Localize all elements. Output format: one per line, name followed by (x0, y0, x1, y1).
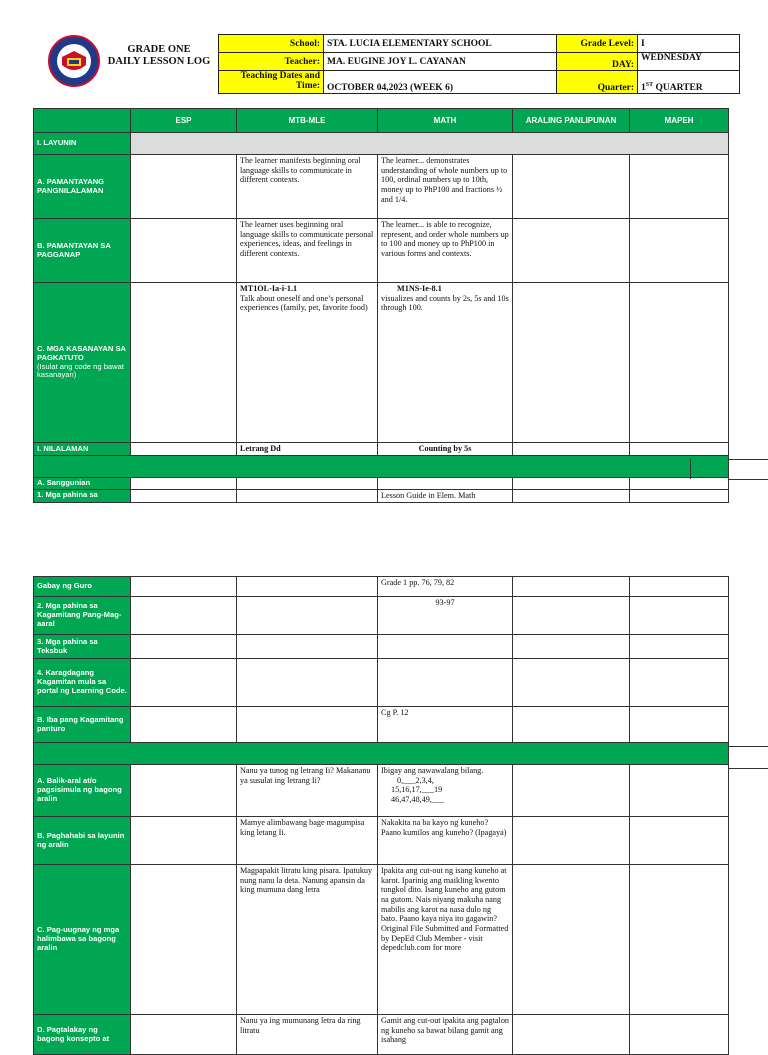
cell-paguugnay-ap (513, 865, 630, 1015)
column-header-araling-panlipunan: ARALING PANLIPUNAN (513, 109, 630, 133)
cell-balik-ap (513, 765, 630, 817)
quarter-value (638, 71, 740, 94)
cell-gabay-ap (513, 577, 630, 597)
cell-gabay-mtb (237, 577, 378, 597)
header-info-table (218, 34, 740, 94)
cell-balik-mapeh (630, 765, 729, 817)
row-label-pamantayan-sa-pagganap: B. PAMANTAYAN SA PAGGANAP (34, 219, 131, 283)
cell-c-esp (131, 283, 237, 443)
row-label-layunin: I. LAYUNIN (34, 133, 131, 155)
quarter-superscript: ST (645, 81, 654, 88)
cell-c-math (378, 283, 513, 443)
cell-kag-math: 93-97 (378, 597, 513, 635)
cell-iba-mapeh (630, 707, 729, 743)
cell-c-ap (513, 283, 630, 443)
column-header-mapeh: MAPEH (630, 109, 729, 133)
cell-paghahabi-ap (513, 817, 630, 865)
cell-paguugnay-esp (131, 865, 237, 1015)
cell-balik-esp (131, 765, 237, 817)
cell-gabay-mapeh (630, 577, 729, 597)
grade-level-value: I (638, 35, 740, 53)
row-label-iba-pang-kagamitan: B. Iba pang Kagamitang panturo (34, 707, 131, 743)
cell-balik-math (378, 765, 513, 817)
cell-c-mapeh (630, 283, 729, 443)
cell-karag-mapeh (630, 659, 729, 707)
balik-math-line-3: 46,47,48,49,___ (391, 795, 445, 805)
cell-nilalaman-ap (513, 443, 630, 456)
cell-kag-esp (131, 597, 237, 635)
balik-math-line-2: 15,16,17,___19 (391, 785, 443, 795)
cell-paghahabi-mapeh (630, 817, 729, 865)
cell-sang-mapeh (630, 478, 729, 490)
lesson-log-table-page1 (33, 108, 729, 503)
cell-b-ap (513, 219, 630, 283)
quarter-word: QUARTER (653, 83, 703, 93)
section-separator-pamamaraan (34, 743, 729, 765)
cell-nilalaman-math: Counting by 5s (378, 443, 513, 456)
cell-pahina-mapeh (630, 490, 729, 503)
cell-nilalaman-mapeh (630, 443, 729, 456)
column-header-math: MATH (378, 109, 513, 133)
teaching-dates-label (219, 71, 324, 94)
cell-teks-mapeh (630, 635, 729, 659)
row-label-pamantayang-pangnilalaman: A. PAMANTAYANG PANGNILALAMAN (34, 155, 131, 219)
row-label-paghahabi: B. Paghahabi sa layunin ng aralin (34, 817, 131, 865)
row-label-teksbuk: 3. Mga pahina sa Teksbuk (34, 635, 131, 659)
quarter-label: Quarter: (557, 71, 638, 94)
cell-karag-ap (513, 659, 630, 707)
teaching-dates-value: OCTOBER 04,2023 (WEEK 6) (324, 71, 557, 94)
cell-kag-ap (513, 597, 630, 635)
day-value: WEDNESDAY (638, 53, 740, 71)
row-label-pag-uugnay: C. Pag-uugnay ng mga halimbawa sa bagong aralin (34, 865, 131, 1015)
cell-paghahabi-mtb: Mamye alimbawang bage magumpisa king letang Ii. (237, 817, 378, 865)
cell-pagtalakay-mtb: Nanu ya ing mumunang letra da ring litratu (237, 1015, 378, 1055)
cell-teks-ap (513, 635, 630, 659)
column-header-mtb-mle: MTB-MLE (237, 109, 378, 133)
cell-a-ap (513, 155, 630, 219)
cell-sang-esp (131, 478, 237, 490)
cell-a-mapeh (630, 155, 729, 219)
row-label-kasanayan-bold: C. MGA KASANAYAN SA PAGKATUTO (37, 343, 126, 362)
cell-pagtalakay-ap (513, 1015, 630, 1055)
teacher-label: Teacher: (219, 53, 324, 71)
cell-balik-mtb: Nanu ya tunog ng letrang Ii? Makananu ya susulat ing letrang Ii? (237, 765, 378, 817)
teaching-dates-label-1: Teaching Dates and (240, 71, 320, 82)
cell-pagtalakay-mapeh (630, 1015, 729, 1055)
cell-iba-math: Cg P. 12 (378, 707, 513, 743)
cell-pahina-mtb (237, 490, 378, 503)
column-header-blank (34, 109, 131, 133)
math-competency-code: M1NS-Ie-8.1 (397, 284, 442, 293)
cell-b-mtb: The learner uses beginning oral language skills to communicate personal experiences, ideas, and feelings in different contexts. (237, 219, 378, 283)
row-label-kagamitang-pang-mag-aaral: 2. Mga pahina sa Kagamitang Pang-Mag-aaral (34, 597, 131, 635)
row-label-nilalaman: I. NILALAMAN (34, 443, 131, 456)
day-label: DAY: (557, 53, 638, 71)
title-line-2: DAILY LESSON LOG (107, 56, 211, 68)
cell-sang-ap (513, 478, 630, 490)
cell-pahina-esp (131, 490, 237, 503)
cell-teks-esp (131, 635, 237, 659)
row-label-gabay-ng-guro: Gabay ng Guro (34, 577, 131, 597)
cell-iba-esp (131, 707, 237, 743)
cell-karag-mtb (237, 659, 378, 707)
cell-a-math: The learner... demonstrates understanding of whole numbers up to 100, ordinal numbers up to 10th, money up to PhP100 and fractions ½ and 1/4. (378, 155, 513, 219)
cell-iba-mtb (237, 707, 378, 743)
cell-a-mtb: The learner manifests beginning oral language skills to communicate in different contexts. (237, 155, 378, 219)
math-competency-text: visualizes and counts by 2s, 5s and 10s through 100. (381, 293, 509, 313)
cell-c-mtb (237, 283, 378, 443)
document-title (104, 44, 214, 68)
section-separator-kagamitang (34, 456, 729, 478)
row-label-balik-aral: A. Balik-aral at/o pagsisimula ng bagong aralin (34, 765, 131, 817)
teacher-value: MA. EUGINE JOY L. CAYANAN (324, 53, 557, 71)
grade-level-label: Grade Level: (557, 35, 638, 53)
cell-paguugnay-mapeh (630, 865, 729, 1015)
layunin-gray-band (131, 133, 729, 155)
cell-teks-math (378, 635, 513, 659)
row-label-karagdagang-kagamitan: 4. Karagdagang Kagamitan mula sa portal ng Learning Code. (34, 659, 131, 707)
cell-karag-math (378, 659, 513, 707)
cell-a-esp (131, 155, 237, 219)
lesson-log-table-page2 (33, 576, 729, 1055)
mtb-competency-text: Talk about oneself and one’s personal experiences (family, pet, favorite food) (240, 293, 368, 313)
row-label-mga-kasanayan (34, 283, 131, 443)
cell-paghahabi-math: Nakakita na ba kayo ng kuneho? Paano kumilos ang kuneho? (Ipagaya) (378, 817, 513, 865)
cell-b-mapeh (630, 219, 729, 283)
cell-kag-mtb (237, 597, 378, 635)
cell-paguugnay-math: Ipakita ang cut-out ng isang kuneho at karot. Iparinig ang maikling kwento tungkol dito. Isang kuneho ang gutom na gutom. Nais niyang makuha nang mabilis ang karot na nasa dulo ng bato. Paano kaya niya ito gagawin? Original File Submitted and Formatted by DepEd Club Member - visit depedclub.com for more (378, 865, 513, 1015)
cell-gabay-math: Grade 1 pp. 76, 79, 82 (378, 577, 513, 597)
separator-tail-line-bottom (728, 479, 768, 480)
quarter-number: 1 (641, 83, 646, 93)
separator-tail-cell (690, 459, 727, 479)
row-label-sanggunian: A. Sanggunian (34, 478, 131, 490)
cell-pagtalakay-esp (131, 1015, 237, 1055)
separator-tail-line-top (728, 459, 768, 460)
mtb-competency-code: MT1OL-Ia-i-1.1 (240, 284, 298, 293)
column-header-esp: ESP (131, 109, 237, 133)
cell-nilalaman-mtb: Letrang Dd (237, 443, 378, 456)
separator2-tail-line-top (728, 746, 768, 747)
cell-sang-math (378, 478, 513, 490)
teaching-dates-label-2: Time: (295, 81, 320, 91)
separator2-tail-line-bottom (728, 768, 768, 769)
title-line-1: GRADE ONE (127, 44, 191, 55)
cell-b-math: The learner... is able to recognize, represent, and order whole numbers up to 100 and money up to PhP100 in various forms and contexts. (378, 219, 513, 283)
school-label: School: (219, 35, 324, 53)
cell-teks-mtb (237, 635, 378, 659)
cell-kag-mapeh (630, 597, 729, 635)
cell-pagtalakay-math: Gamit ang cut-out ipakita ang pagtalon ng kuneho sa bawat bilang gamit ang isahang (378, 1015, 513, 1055)
cell-paghahabi-esp (131, 817, 237, 865)
row-label-mga-pahina: 1. Mga pahina sa (34, 490, 131, 503)
cell-iba-ap (513, 707, 630, 743)
cell-pahina-ap (513, 490, 630, 503)
cell-sang-mtb (237, 478, 378, 490)
balik-math-instruction: Ibigay ang nawawalang bilang. (381, 766, 484, 775)
cell-pahina-math: Lesson Guide in Elem. Math (378, 490, 513, 503)
row-label-kasanayan-note: (Isulat ang code ng bawat kasanayan) (37, 361, 124, 380)
school-value: STA. LUCIA ELEMENTARY SCHOOL (324, 35, 557, 53)
school-logo (48, 35, 100, 87)
cell-gabay-esp (131, 577, 237, 597)
cell-b-esp (131, 219, 237, 283)
cell-paguugnay-mtb: Magpapakit litratu king pisara. Ipatukuy nung nanu la deta. Nanung apansin da king mumuna dang letra (237, 865, 378, 1015)
balik-math-line-1: 0,___2,3,4, (397, 775, 434, 785)
cell-nilalaman-esp (131, 443, 237, 456)
row-label-pagtalakay: D. Pagtalakay ng bagong konsepto at (34, 1015, 131, 1055)
cell-karag-esp (131, 659, 237, 707)
